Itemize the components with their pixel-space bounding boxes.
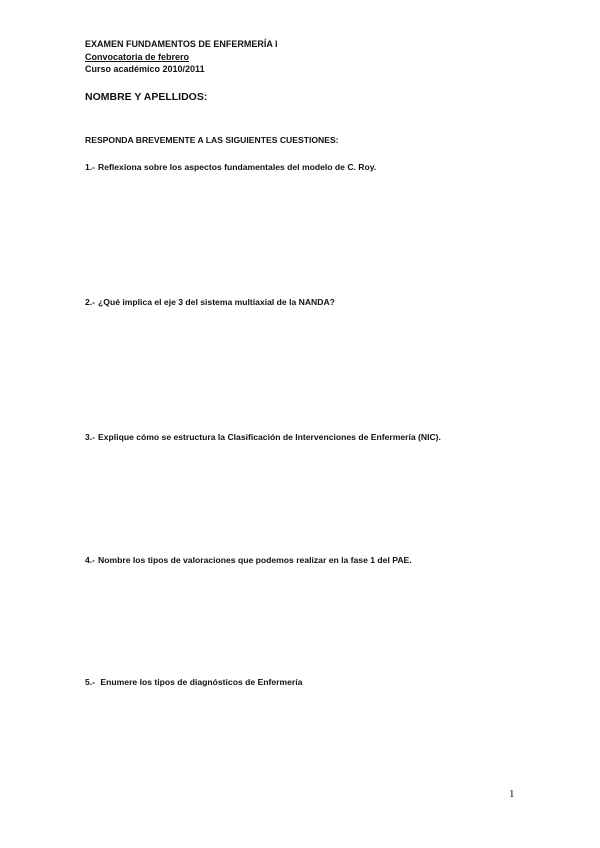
question-text: Nombre los tipos de valoraciones que podemos realizar en la fase 1 del PAE. bbox=[98, 555, 412, 565]
question-number: 4.- bbox=[85, 555, 96, 565]
student-name-label: NOMBRE Y APELLIDOS: bbox=[85, 91, 208, 103]
question-number: 5.- bbox=[85, 677, 96, 687]
question-4 bbox=[85, 555, 412, 565]
question-text: ¿Qué implica el eje 3 del sistema multiaxial de la NANDA? bbox=[98, 297, 335, 307]
exam-header bbox=[85, 38, 545, 76]
question-number: 1.- bbox=[85, 162, 96, 172]
question-text: Reflexiona sobre los aspectos fundamentales del modelo de C. Roy. bbox=[98, 162, 377, 172]
question-2 bbox=[85, 297, 335, 307]
question-number: 2.- bbox=[85, 297, 96, 307]
instructions: RESPONDA BREVEMENTE A LAS SIGUIENTES CUESTIONES: bbox=[85, 135, 339, 145]
question-3 bbox=[85, 432, 441, 442]
page-number: 1 bbox=[509, 788, 515, 800]
academic-year: Curso académico 2010/2011 bbox=[85, 64, 205, 74]
question-text: Enumere los tipos de diagnósticos de Enfermería bbox=[98, 677, 303, 687]
question-5 bbox=[85, 677, 302, 687]
question-number: 3.- bbox=[85, 432, 96, 442]
question-text: Explique cómo se estructura la Clasificación de Intervenciones de Enfermería (NIC). bbox=[98, 432, 441, 442]
exam-title: EXAMEN FUNDAMENTOS DE ENFERMERÍA I bbox=[85, 39, 278, 49]
exam-session: Convocatoria de febrero bbox=[85, 51, 190, 62]
question-1 bbox=[85, 162, 376, 172]
